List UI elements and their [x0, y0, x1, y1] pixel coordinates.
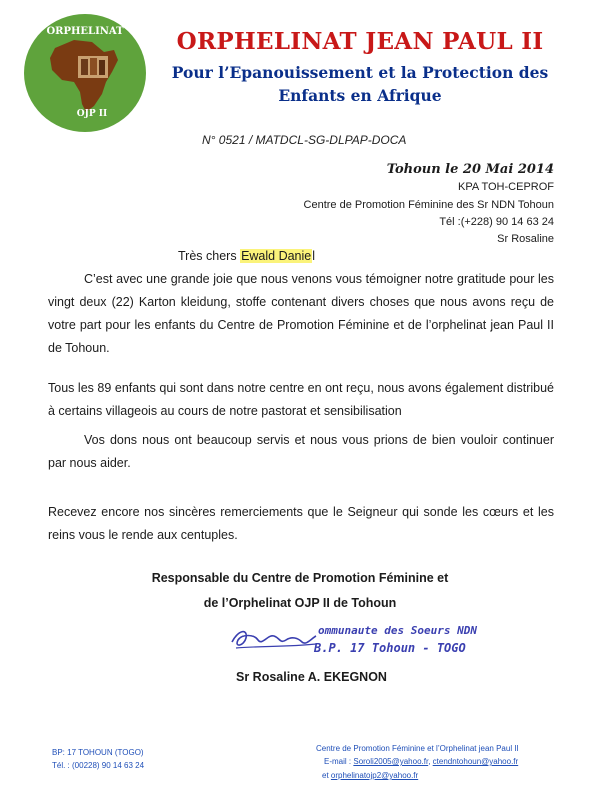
tagline-line-2: Enfants en Afrique	[278, 86, 442, 105]
letter-paragraph-1	[48, 268, 554, 360]
footer-po-box: BP: 17 TOHOUN (TOGO)	[52, 748, 144, 757]
paragraph-2-text: Tous les 89 enfants qui sont dans notre centre en ont reçu, nous avons également distribué à certains villageois au cours de notre pastorat et sensibilisation	[48, 381, 554, 418]
address-line-1: KPA TOH-CEPROF	[458, 181, 554, 193]
email-label: E-mail :	[324, 757, 352, 766]
address-line-2: Centre de Promotion Féminine des Sr NDN Tohoun	[303, 199, 554, 211]
logo-bottom-text: OJP II	[76, 109, 108, 119]
email-link-2[interactable]: ctendntohoun@yahoo.fr	[432, 757, 519, 766]
paragraph-3-text: Vos dons nous ont beaucoup servis et nous vous prions de bien vouloir continuer par nous aider.	[48, 433, 554, 470]
paragraph-1-text: C’est avec une grande joie que nous venons vous témoigner notre gratitude pour les vingt deux (22) Karton kleidung, stoffe contenant divers choses que nous avons reçu de votre part pour les enfants du Centre de Promotion Féminine et de l’orphelinat jean Paul II de Tohoun.	[48, 272, 554, 355]
footer-email-line	[324, 757, 518, 766]
recipient-name-highlighted: Ewald Danie	[241, 249, 312, 263]
tagline-line-1: Pour l’Epanouissement et la Protection des	[171, 63, 549, 82]
date-line: Tohoun le 20 Mai 2014	[386, 162, 554, 177]
letter-paragraph-4	[48, 501, 554, 547]
stamp-line-2: B.P. 17 Tohoun - TOGO	[314, 641, 466, 655]
letter-paragraph-2	[48, 377, 554, 423]
address-line-4: Sr Rosaline	[497, 233, 554, 245]
email-separator: ,	[428, 757, 431, 766]
salutation	[178, 249, 315, 263]
org-name: ORPHELINAT JEAN PAUL II	[176, 28, 544, 55]
responsible-title-line-1: Responsable du Centre de Promotion Féminine et	[151, 571, 449, 585]
email-link-1[interactable]: Soroli2005@yahoo.fr	[353, 757, 429, 766]
recipient-name-tail: l	[312, 249, 316, 263]
signer-name: Sr Rosaline A. EKEGNON	[236, 670, 387, 684]
letter-paragraph-3	[48, 429, 554, 475]
email-et-label: et	[322, 771, 329, 780]
footer-email-line-2	[322, 771, 418, 780]
paragraph-4-text: Recevez encore nos sincères remerciements que le Seigneur qui sonde les cœurs et les reins vous le rende aux centuples.	[48, 505, 554, 542]
logo-top-text: ORPHELINAT	[46, 26, 124, 37]
stamp-line-1: ommunaute des Soeurs NDN	[318, 624, 477, 637]
handwritten-signature	[228, 620, 320, 656]
reference-number: N° 0521 / MATDCL-SG-DLPAP-DOCA	[202, 133, 407, 147]
address-line-3: Tél :(+228) 90 14 63 24	[439, 216, 554, 228]
salutation-prefix: Très chers	[178, 249, 237, 263]
footer-center-name: Centre de Promotion Féminine et l’Orphelinat jean Paul II	[316, 744, 519, 753]
email-link-3[interactable]: orphelinatojp2@yahoo.fr	[330, 771, 419, 780]
responsible-title-line-2: de l’Orphelinat OJP II de Tohoun	[203, 596, 397, 610]
orphanage-logo	[22, 12, 148, 134]
footer-telephone: Tél. : (00228) 90 14 63 24	[52, 761, 145, 770]
